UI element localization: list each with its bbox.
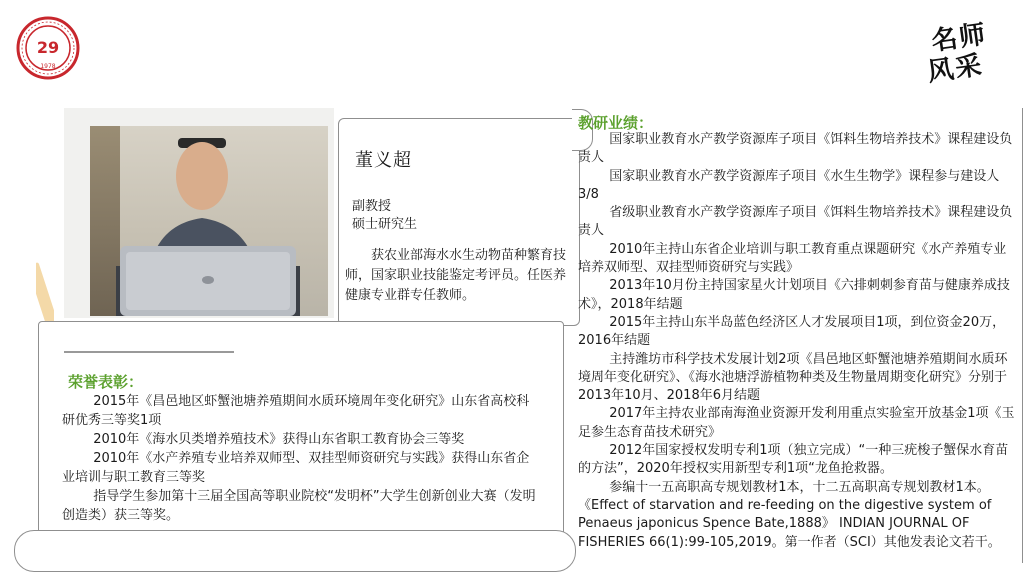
- research-item: 2013年10月份主持国家星火计划项目《六排刺刺参育苗与健康养成技术》，2018年结题: [578, 278, 1010, 312]
- brand-title-line1: 名师: [929, 19, 990, 57]
- divider-line: [64, 351, 234, 353]
- logo-mark: 29: [36, 38, 60, 57]
- honors-item: 2010年《海水贝类增养殖技术》获得山东省职工教育协会三等奖: [93, 432, 465, 447]
- research-item: 2012年国家授权发明专利1项（独立完成）“一种三疣梭子蟹保水育苗的方法”，2020年授权实用新型专利1项“龙鱼抢救器。: [578, 443, 1009, 477]
- honors-item: 2015年《昌邑地区虾蟹池塘养殖期间水质环境周年变化研究》山东省高校科研优秀三等奖1项: [62, 394, 530, 428]
- research-list: [578, 131, 1018, 552]
- research-item: 参编十一五高职高专规划教材1本，十二五高职高专规划教材1本。《Effect of starvation and re-feeding on the digestive system of Penaeus japonicus Spence Bate,1888》 INDIAN JOURNAL OF FISHERIES 66(1):99-105,2019。第一作者（SCI）其他发表论文若干。: [578, 479, 1001, 550]
- research-item: 省级职业教育水产教学资源库子项目《饵料生物培养技术》课程建设负责人: [578, 205, 1013, 239]
- research-heading: 教研业绩：: [578, 114, 654, 132]
- teacher-photo: [90, 126, 328, 316]
- brand-title: [925, 18, 1010, 111]
- teacher-degree: 硕士研究生: [352, 217, 418, 232]
- honors-heading: 荣誉表彰：: [68, 373, 144, 391]
- research-item: 2015年主持山东半岛蓝色经济区人才发展项目1项，到位资金20万，2016年结题: [578, 314, 1006, 349]
- school-logo: [16, 16, 80, 80]
- research-item: 国家职业教育水产教学资源库子项目《水生生物学》课程参与建设人3/8: [578, 168, 1000, 202]
- honors-list: [62, 392, 540, 525]
- honors-scroll-bottom: [14, 530, 576, 572]
- brand-title-line2: 风采: [925, 50, 986, 88]
- teacher-figure: [90, 126, 328, 316]
- research-item: 2017年主持农业部南海渔业资源开发利用重点实验室开放基金1项《玉足参生态育苗技术研究》: [578, 406, 1015, 440]
- teacher-bio: 获农业部海水水生动物苗种繁育技师，国家职业技能鉴定考评员。任医养健康专业群专任教师。: [345, 248, 567, 303]
- research-item: 主持潍坊市科学技术发展计划2项《昌邑地区虾蟹池塘养殖期间水质环境周年变化研究》、《海水池塘浮游植物种类及生物量周期变化研究》分别于2013年10月、2018年6月结题: [578, 351, 1008, 404]
- research-item: 国家职业教育水产教学资源库子项目《饵料生物培养技术》课程建设负责人: [578, 132, 1013, 166]
- honors-item: 2010年《水产养殖专业培养双师型、双挂型师资研究与实践》获得山东省企业培训与职工教育三等奖: [62, 451, 530, 485]
- research-item: 2010年主持山东省企业培训与职工教育重点课题研究《水产养殖专业培养双师型、双挂型师资研究与实践》: [578, 241, 1007, 276]
- teacher-name: 董义超: [355, 150, 412, 171]
- logo-year: 1978: [40, 63, 56, 70]
- teacher-title: 副教授: [352, 199, 392, 214]
- honors-item: 指导学生参加第十三届全国高等职业院校“发明杯”大学生创新创业大赛（发明创造类）获三等奖。: [62, 489, 536, 523]
